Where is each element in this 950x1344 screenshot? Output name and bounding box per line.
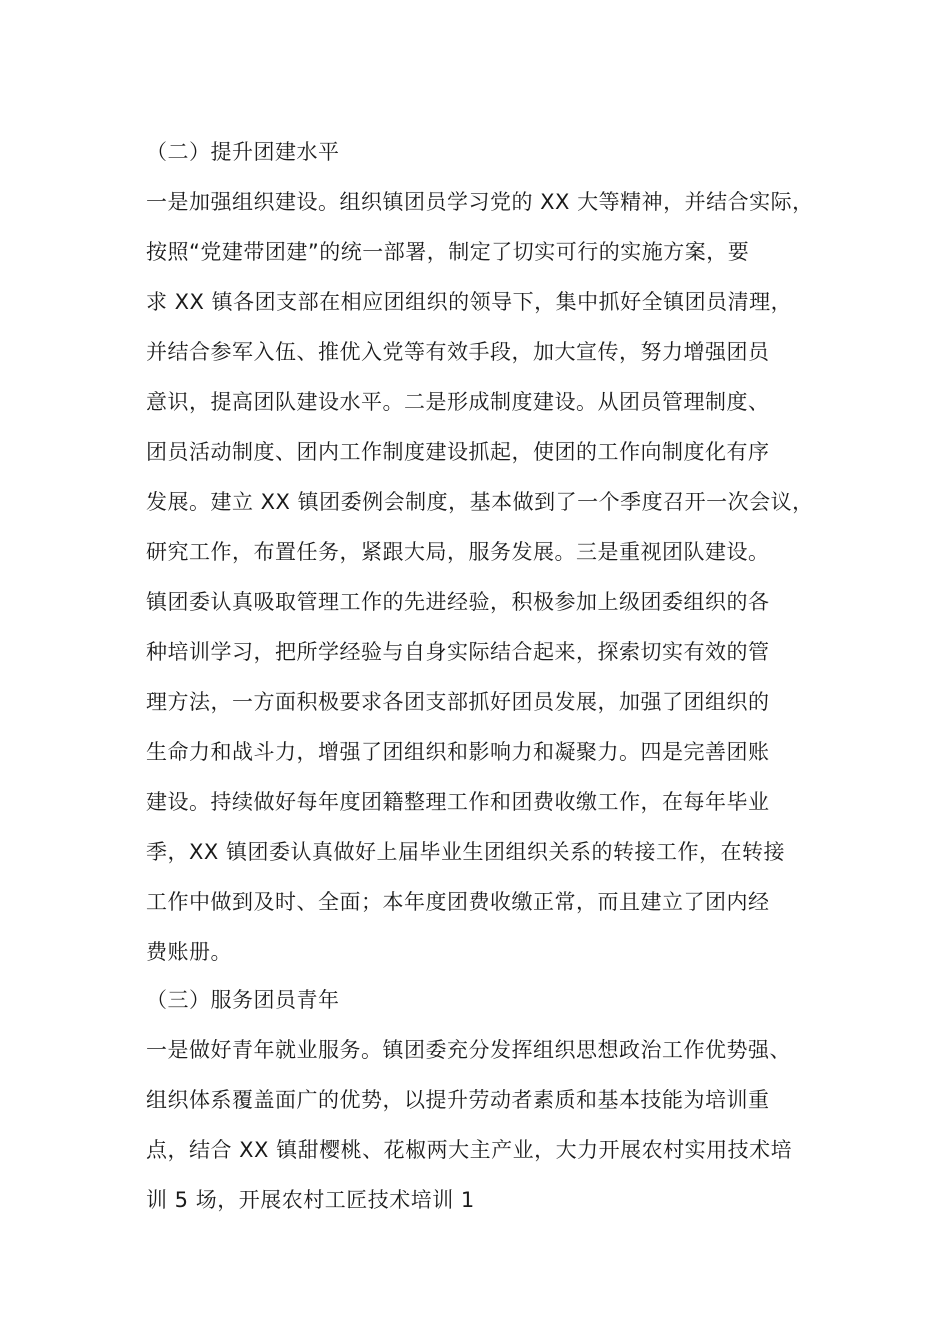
paragraph-line: 训 5 场，开展农村工匠技术培训 1 bbox=[146, 1188, 475, 1212]
paragraph-line: 并结合参军入伍、推优入党等有效手段，加大宣传，努力增强团员 bbox=[146, 340, 770, 364]
paragraph-line: 发展。建立 XX 镇团委例会制度，基本做到了一个季度召开一次会议， bbox=[146, 490, 814, 514]
paragraph-line: 意识，提高团队建设水平。二是形成制度建设。从团员管理制度、 bbox=[146, 390, 770, 414]
paragraph-line: 按照“党建带团建”的统一部署，制定了切实可行的实施方案，要 bbox=[146, 240, 750, 264]
section-heading: （三）服务团员青年 bbox=[146, 988, 340, 1012]
paragraph-line: 建设。持续做好每年度团籍整理工作和团费收缴工作，在每年毕业 bbox=[146, 790, 770, 814]
paragraph-line: 组织体系覆盖面广的优势，以提升劳动者素质和基本技能为培训重 bbox=[146, 1088, 770, 1112]
paragraph-line: 镇团委认真吸取管理工作的先进经验，积极参加上级团委组织的各 bbox=[146, 590, 770, 614]
paragraph-line: 理方法，一方面积极要求各团支部抓好团员发展，加强了团组织的 bbox=[146, 690, 770, 714]
paragraph-line: 点，结合 XX 镇甜樱桃、花椒两大主产业，大力开展农村实用技术培 bbox=[146, 1138, 793, 1162]
paragraph-line: 工作中做到及时、全面；本年度团费收缴正常，而且建立了团内经 bbox=[146, 890, 770, 914]
paragraph-line: 一是加强组织建设。组织镇团员学习党的 XX 大等精神，并结合实际， bbox=[146, 190, 814, 214]
paragraph-line: 一是做好青年就业服务。镇团委充分发挥组织思想政治工作优势强、 bbox=[146, 1038, 791, 1062]
paragraph-line: 生命力和战斗力，增强了团组织和影响力和凝聚力。四是完善团账 bbox=[146, 740, 770, 764]
paragraph-line: 研究工作，布置任务，紧跟大局，服务发展。三是重视团队建设。 bbox=[146, 540, 770, 564]
paragraph-line: 季，XX 镇团委认真做好上届毕业生团组织关系的转接工作，在转接 bbox=[146, 840, 785, 864]
paragraph-line: 种培训学习，把所学经验与自身实际结合起来，探索切实有效的管 bbox=[146, 640, 770, 664]
paragraph-line: 费账册。 bbox=[146, 940, 232, 964]
section-heading: （二）提升团建水平 bbox=[146, 140, 340, 164]
paragraph-line: 求 XX 镇各团支部在相应团组织的领导下，集中抓好全镇团员清理， bbox=[146, 290, 793, 314]
paragraph-line: 团员活动制度、团内工作制度建设抓起，使团的工作向制度化有序 bbox=[146, 440, 770, 464]
